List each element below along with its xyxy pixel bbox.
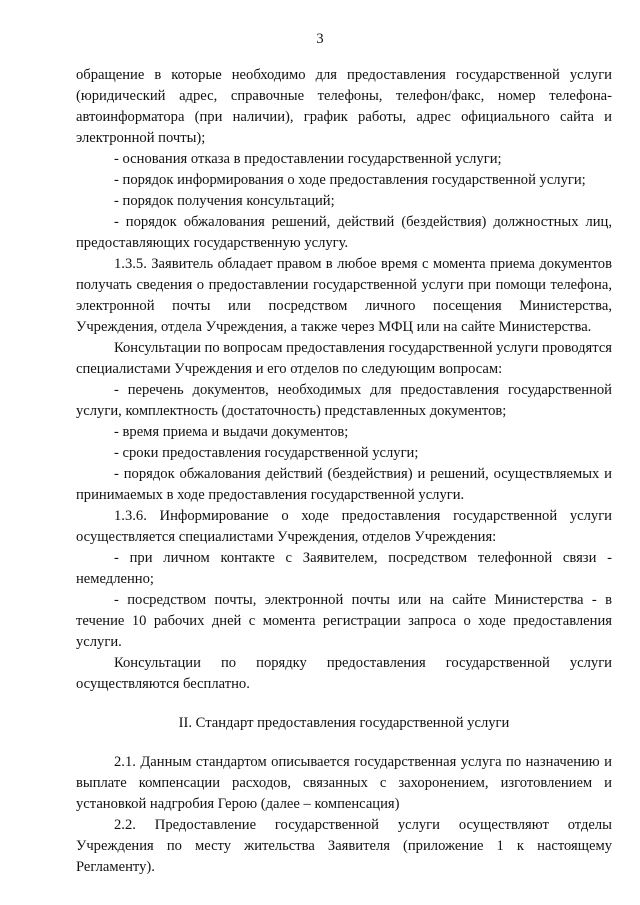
list-item: - порядок обжалования решений, действий (бездействия) должностных лиц, предоставляющих государственную услугу. bbox=[76, 214, 612, 251]
paragraph: 1.3.6. Информирование о ходе предоставления государственной услуги осуществляется специалистами Учреждения, отделов Учреждения: bbox=[76, 508, 612, 545]
paragraphs-before bbox=[76, 65, 612, 695]
document-body bbox=[76, 65, 612, 878]
list-item: - перечень документов, необходимых для предоставления государственной услуги, комплектность (достаточность) представленных документов; bbox=[76, 382, 612, 419]
list-item: - при личном контакте с Заявителем, посредством телефонной связи - немедленно; bbox=[76, 550, 612, 587]
list-item: - порядок обжалования действий (бездействия) и решений, осуществляемых и принимаемых в ходе предоставления государственной услуги. bbox=[76, 466, 612, 503]
paragraph: 1.3.5. Заявитель обладает правом в любое время с момента приема документов получать сведения о предоставлении государственной услуги при помощи телефона, электронной почты или посредством личного посещения Министерства, Учреждения, отдела Учреждения, а также через МФЦ или на сайте Министерства. bbox=[76, 256, 612, 335]
list-item: - основания отказа в предоставлении государственной услуги; bbox=[114, 151, 502, 167]
paragraph: Консультации по вопросам предоставления государственной услуги проводятся специалистами Учреждения и его отделов по следующим вопросам: bbox=[76, 340, 613, 377]
list-item: - порядок получения консультаций; bbox=[114, 193, 335, 209]
list-item: - порядок информирования о ходе предоставления государственной услуги; bbox=[114, 172, 586, 188]
paragraph: Консультации по порядку предоставления государственной услуги осуществляются бесплатно. bbox=[76, 655, 612, 692]
paragraph: 2.1. Данным стандартом описывается государственная услуга по назначению и выплате компенсации расходов, связанных с захоронением, изготовлением и установкой надгробия Герою (далее – компенсация) bbox=[76, 754, 612, 812]
paragraph: 2.2. Предоставление государственной услуги осуществляют отделы Учреждения по месту жительства Заявителя (приложение 1 к настоящему Регламенту). bbox=[76, 817, 612, 875]
page-number: 3 bbox=[316, 31, 324, 47]
list-item: - сроки предоставления государственной услуги; bbox=[114, 445, 419, 461]
list-item: - посредством почты, электронной почты или на сайте Министерства - в течение 10 рабочих дней с момента регистрации запроса о ходе предоставления услуги. bbox=[76, 592, 612, 650]
paragraphs-after bbox=[76, 752, 612, 878]
section-heading: II. Стандарт предоставления государственной услуги bbox=[178, 715, 510, 731]
paragraph: обращение в которые необходимо для предоставления государственной услуги (юридический адрес, справочные телефоны, телефон/факс, номер телефона-автоинформатора (при наличии), график работы, адрес официального сайта и электронной почты); bbox=[76, 67, 612, 146]
list-item: - время приема и выдачи документов; bbox=[114, 424, 349, 440]
